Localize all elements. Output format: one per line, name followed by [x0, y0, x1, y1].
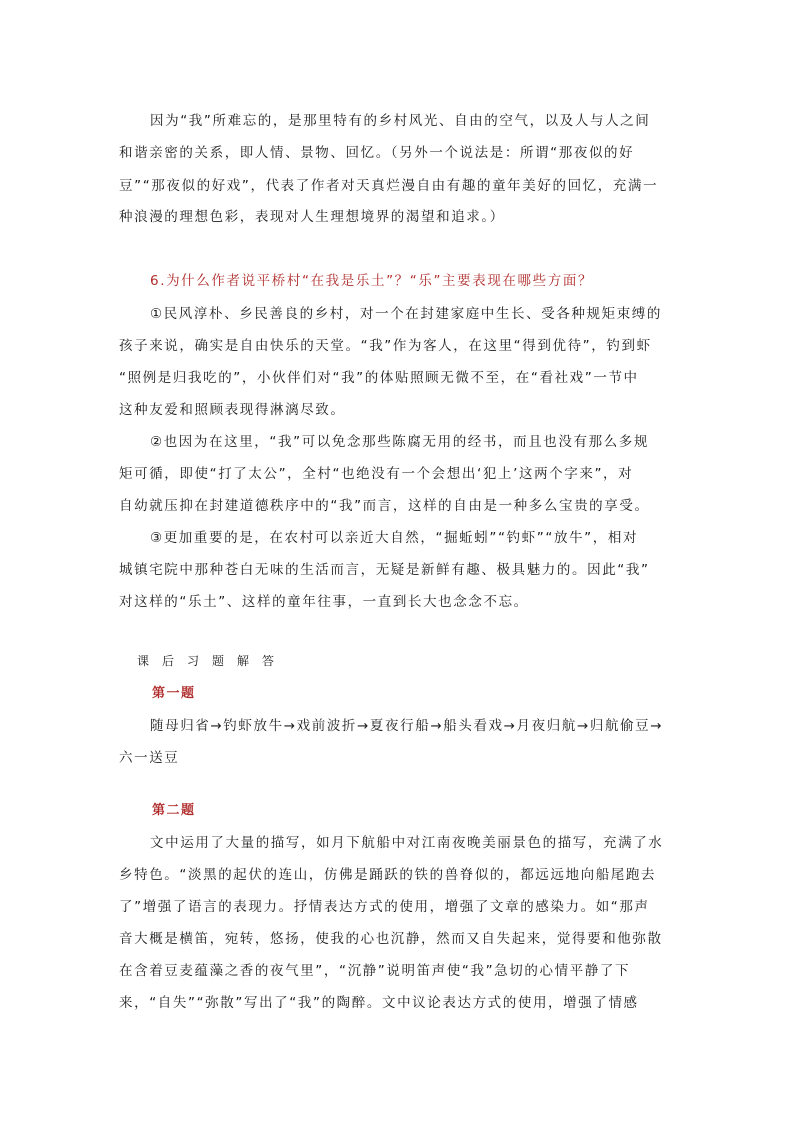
- answer-line: ②也因为在这里，“我”可以免念那些陈腐无用的经书，而且也没有那么多规: [150, 434, 649, 450]
- answer-line: 自幼就压抑在封建道德秩序中的“我”而言，这样的自由是一种多么宝贵的享受。: [119, 498, 650, 514]
- paragraph-line: 因为“我”所难忘的，是那里特有的乡村风光、自由的空气，以及人与人之间: [150, 113, 651, 129]
- paragraph-line: 豆”“那夜似的好戏”，代表了作者对天真烂漫自由有趣的童年美好的回忆，充满一: [119, 178, 659, 194]
- answer-line: 对这样的“乐土”、这样的童年往事，一直到长大也念念不忘。: [119, 594, 529, 610]
- paragraph-line: 和谐亲密的关系，即人情、景物、回忆。（另外一个说法是：所谓“那夜似的好: [119, 145, 635, 161]
- answer-line: 矩可循，即使“打了太公”，全村“也绝没有一个会想出‘犯上’这两个字来”，对: [119, 466, 634, 482]
- section-heading: 课后习题解答: [137, 654, 288, 668]
- exercise-1-line: 随母归省→钓虾放牛→戏前波折→夏夜行船→船头看戏→月夜归航→归航偷豆→: [150, 718, 664, 734]
- exercise-2-line: 来，“自失”“弥散”写出了“我”的陶醉。文中议论表达方式的使用，增强了情感: [119, 995, 639, 1011]
- exercise-2-line: 音大概是横笛，宛转，悠扬，使我的心也沉静，然而又自失起来，觉得要和他弥散: [119, 931, 663, 947]
- answer-line: 城镇宅院中那种苍白无味的生活而言，无疑是新鲜有趣、极具魅力的。因此“我”: [119, 562, 650, 578]
- exercise-2-line: 文中运用了大量的描写，如月下航船中对江南夜晚美丽景色的描写，充满了水: [150, 835, 664, 851]
- paragraph-line: 种浪漫的理想色彩，表现对人生理想境界的渴望和追求。）: [119, 209, 505, 225]
- answer-line: ③更加重要的是，在农村可以亲近大自然，“掘蚯蚓”“钓虾”“放牛”，相对: [150, 530, 639, 546]
- exercise-2-line: 在含着豆麦蕴藻之香的夜气里”，“沉静”说明笛声使“我”急切的心情平静了下: [119, 963, 631, 979]
- answer-line: ①民风淳朴、乡民善良的乡村，对一个在封建家庭中生长、受各种规矩束缚的: [150, 306, 663, 322]
- exercise-2-title: 第二题: [152, 803, 196, 818]
- exercise-2-line: 了”增强了语言的表现力。抒情表达方式的使用，增强了文章的感染力。如“那声: [119, 899, 650, 915]
- question-title: 6.为什么作者说平桥村“在我是乐土”？“乐”主要表现在哪些方面？: [150, 273, 594, 289]
- exercise-1-line: 六一送豆: [119, 750, 180, 766]
- exercise-1-title: 第一题: [152, 686, 196, 701]
- answer-line: 孩子来说，确实是自由快乐的天堂。“我”作为客人，在这里“得到优待”，钓到虾: [119, 338, 652, 354]
- exercise-2-line: 乡特色。“淡黑的起伏的连山，仿佛是踊跃的铁的兽脊似的，都远远地向船尾跑去: [119, 867, 657, 883]
- answer-line: “照例是归我吃的”，小伙伴们对“我”的体贴照顾无微不至，在“看社戏”一节中: [119, 370, 639, 386]
- answer-line: 这种友爱和照顾表现得淋漓尽致。: [119, 402, 346, 418]
